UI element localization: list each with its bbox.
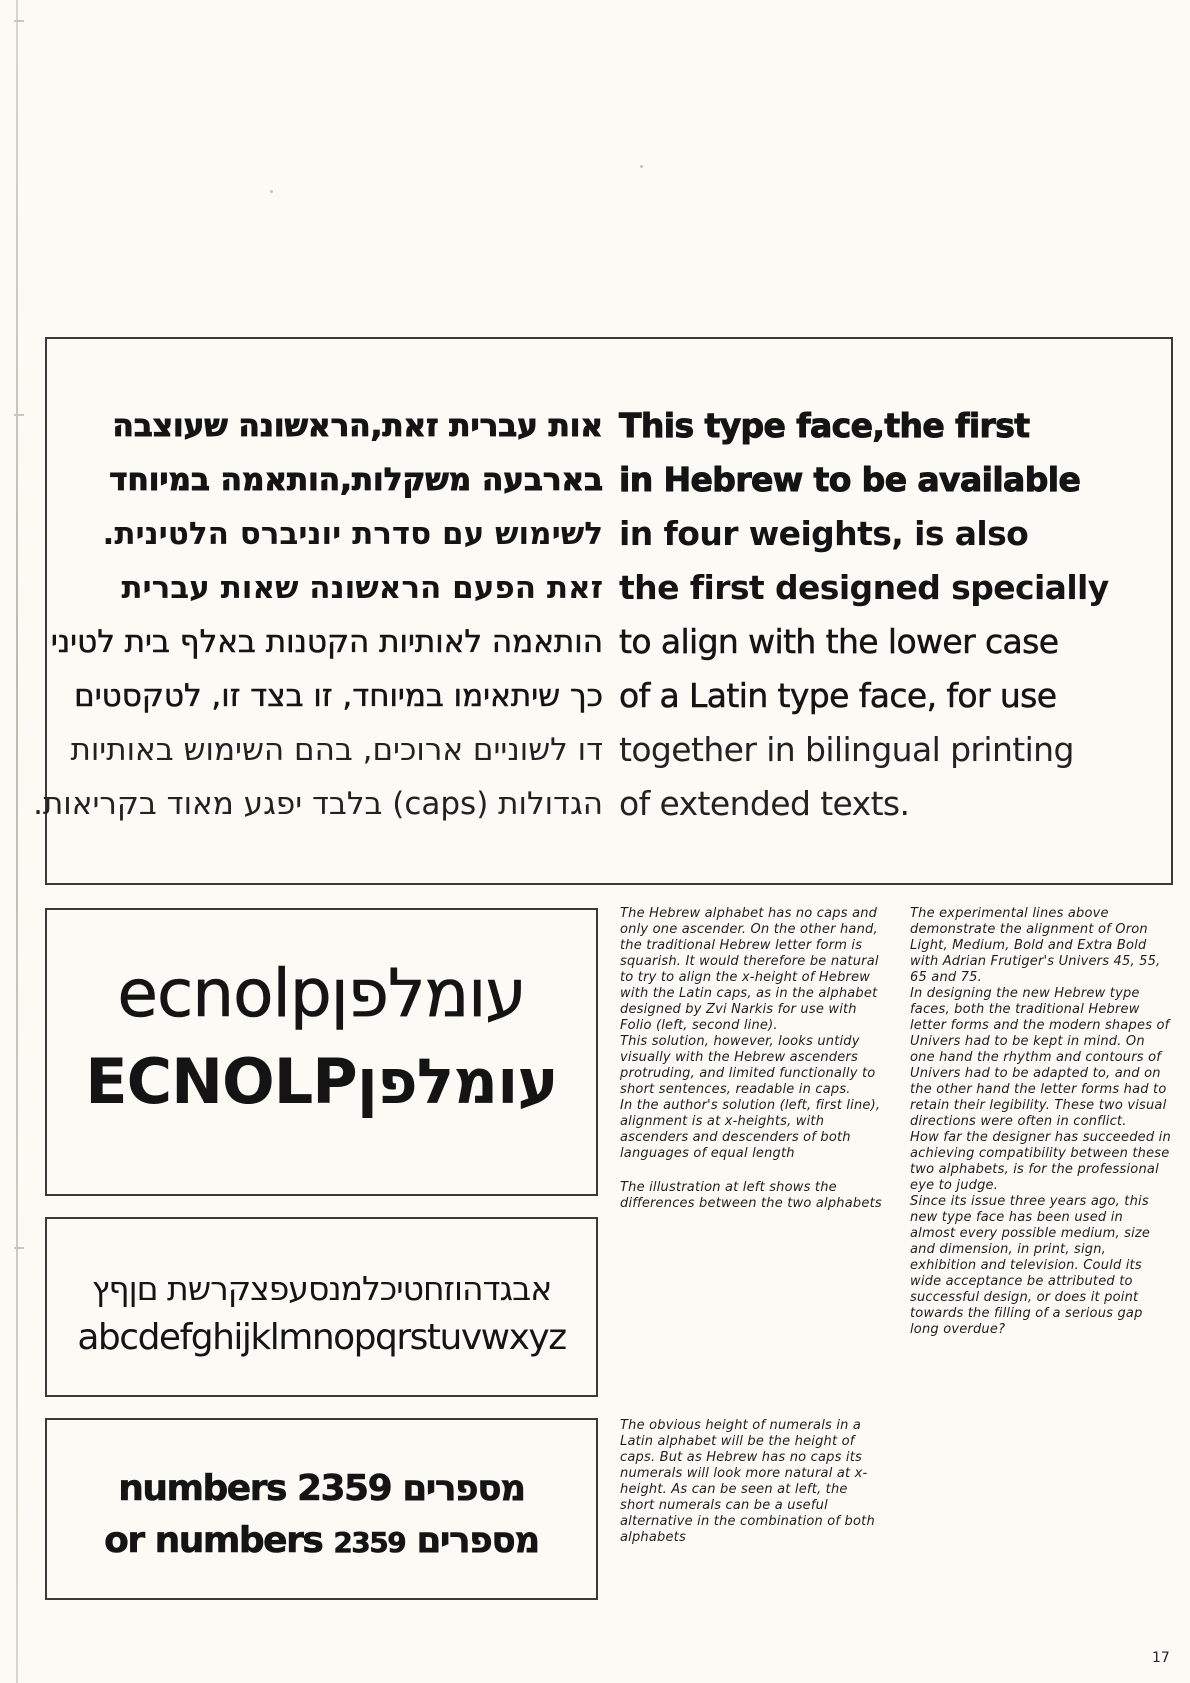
english-line: together in bilingual printing bbox=[619, 730, 1074, 769]
numbers-word: numbers bbox=[118, 1468, 286, 1509]
english-text-block bbox=[619, 399, 1159, 831]
numerals-specimen bbox=[45, 1418, 598, 1600]
hebrew-line: דו לשוניים ארוכים, בהם השימוש באותיות bbox=[70, 732, 603, 768]
numerals-caption-text bbox=[620, 1418, 885, 1546]
hebrew-word: עומלפן bbox=[356, 1045, 558, 1118]
paragraph: In designing the new Hebrew type faces, both the traditional Hebrew letter forms and the modern shapes of Univers had to be kept in mind. On one hand the rhythm and contours of Univers had to be adapted to, and on the other hand the letter forms had to retain their legibility. These two visual directions were often in conflict. bbox=[910, 986, 1170, 1129]
hebrew-line: לשימוש עם סדרת יוניברס הלטינית. bbox=[102, 516, 603, 552]
binding-mark bbox=[14, 414, 24, 416]
binding-mark bbox=[14, 20, 24, 22]
word-alignment-specimen bbox=[45, 908, 598, 1196]
hebrew-line: אות עברית זאת,הראשונה שעוצבה bbox=[112, 408, 603, 444]
english-line: the first designed specially bbox=[619, 568, 1109, 607]
latin-word: ECNOLP bbox=[85, 1045, 357, 1118]
english-line: of a Latin type face, for use bbox=[619, 676, 1057, 715]
middle-column-text bbox=[620, 906, 885, 1212]
numbers-hebrew: מספרים bbox=[416, 1520, 539, 1561]
paper-speck bbox=[640, 165, 643, 168]
hebrew-alphabet: אבגדהוזחטיכלמנסעפצקרשת םןףץ bbox=[91, 1269, 552, 1308]
paragraph: The experimental lines above demonstrate the alignment of Oron Light, Medium, Bold and Extra Bold with Adrian Frutiger's Univers 45, 55, 65 and 75. bbox=[910, 906, 1161, 985]
alphabet-specimen bbox=[45, 1217, 598, 1397]
caps-word-pair bbox=[47, 1045, 596, 1118]
hebrew-line: כך שיתאימו במיוחד, זו בצד זו, לטקסטים bbox=[74, 678, 603, 714]
hebrew-line: הגדולות (caps) בלבד יפגע מאוד בקריאות. bbox=[33, 786, 603, 822]
hebrew-line: בארבעה משקלות,הותאמה במיוחד bbox=[109, 462, 603, 498]
hebrew-line: זאת הפעם הראשונה שאות עברית bbox=[121, 570, 603, 606]
paragraph: How far the designer has succeeded in achieving compatibility between these two alphabets, is for the professional eye to judge. bbox=[910, 1130, 1171, 1193]
binding-mark bbox=[14, 1247, 24, 1249]
hebrew-line: הותאמה לאותיות הקטנות באלף בית לטיני bbox=[50, 624, 603, 660]
paragraph: The Hebrew alphabet has no caps and only one ascender. On the other hand, the traditional Hebrew letter form is squarish. It would therefore be natural to try to align the x-height of Hebrew with the Latin caps, as in the alphabet designed by Zvi Narkis for use with Folio (left, second line). bbox=[620, 906, 879, 1033]
hebrew-text-block bbox=[33, 399, 603, 831]
english-line: to align with the lower case bbox=[619, 622, 1059, 661]
paragraph: The obvious height of numerals in a Latin alphabet will be the height of caps. But as Hebrew has no caps its numerals will look more natural at x-height. As can be seen at left, the short numerals can be a useful alternative in the combination of both alphabets bbox=[620, 1418, 875, 1545]
numerals-line-caps-height bbox=[47, 1468, 596, 1509]
numbers-digits: 2359 bbox=[296, 1468, 392, 1509]
latin-word: ecnolp bbox=[117, 955, 331, 1032]
paragraph: Since its issue three years ago, this new type face has been used in almost every possible medium, size and dimension, in print, sign, exhibition and television. Could its wide acceptance be attributed to successful design, or does it point towards the filling of a serious gap long overdue? bbox=[910, 1194, 1151, 1337]
english-line: in four weights, is also bbox=[619, 514, 1029, 553]
numbers-digits: 2359 bbox=[333, 1526, 406, 1559]
english-line: This type face,the first bbox=[619, 406, 1030, 445]
paragraph: In the author's solution (left, first line), alignment is at x-heights, with ascenders and descenders of both languages of equal length bbox=[620, 1098, 881, 1161]
page-number: 17 bbox=[1152, 1650, 1170, 1666]
hero-specimen-box bbox=[33, 337, 1173, 885]
lowercase-word-pair bbox=[47, 955, 596, 1032]
paragraph: This solution, however, looks untidy visually with the Hebrew ascenders protruding, and limited functionally to short sentences, readable in caps. bbox=[620, 1034, 876, 1097]
latin-alphabet: abcdefghijklmnopqrstuvwxyz bbox=[77, 1317, 566, 1358]
numbers-hebrew: מספרים bbox=[402, 1468, 525, 1509]
hebrew-word: עומלפן bbox=[330, 955, 526, 1032]
english-line: in Hebrew to be available bbox=[619, 460, 1081, 499]
right-column-text bbox=[910, 906, 1172, 1338]
numbers-word: or numbers bbox=[104, 1520, 323, 1561]
numerals-line-x-height bbox=[47, 1520, 596, 1561]
caption: The illustration at left shows the differences between the two alphabets bbox=[620, 1180, 882, 1211]
page-binding-edge bbox=[16, 0, 18, 1683]
paper-speck bbox=[270, 190, 273, 193]
english-line: of extended texts. bbox=[619, 784, 910, 823]
